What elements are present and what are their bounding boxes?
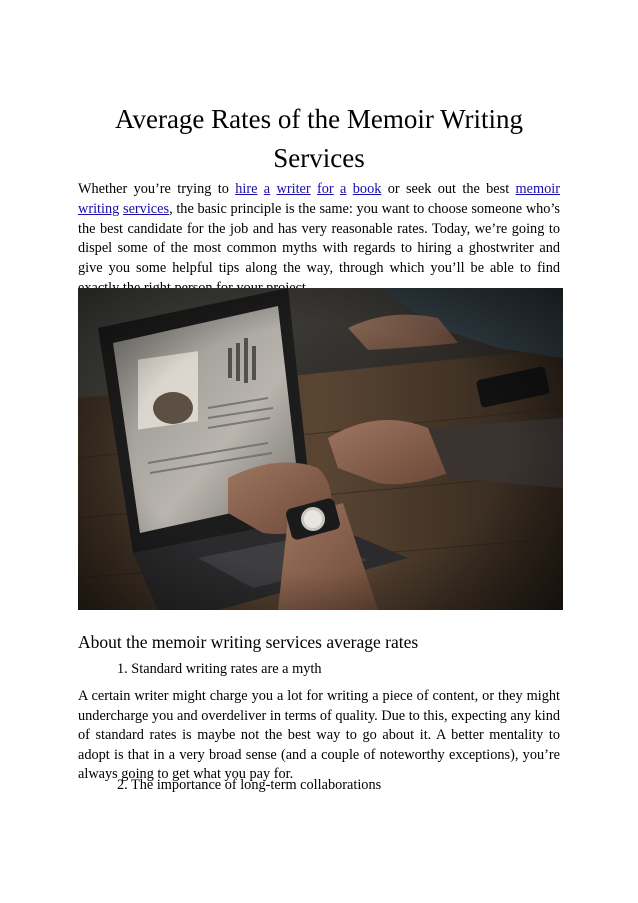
link-a[interactable]: a <box>263 181 271 197</box>
laptop-photo-illustration <box>78 288 563 610</box>
intro-text-end: , the basic principle is the same: you want to choose someone who’s the best candidate for the job and has very reasonable rates. Today, we’re going to dispel some of the most common myths with regards to hiring a ghostwriter and give you some helpful tips along the way, through which you’ll be able to find <box>78 200 560 277</box>
list-item: 2. The importance of long-term collaborations <box>117 777 382 793</box>
intro-text-start: Whether you’re trying to <box>78 181 236 197</box>
link-memoir[interactable]: memoir <box>515 181 561 197</box>
laptop-photo <box>78 288 563 610</box>
link-writer[interactable]: writer <box>276 181 311 197</box>
page-title: Average Rates of the Memoir Writing Services <box>114 104 524 173</box>
link-hire[interactable]: hire <box>235 181 258 197</box>
list-item: 1. Standard writing rates are a myth <box>117 661 322 677</box>
link-book[interactable]: book <box>352 181 382 197</box>
body-paragraph: A certain writer might charge you a lot for writing a piece of content, or they might undercharge you and overdeliver in terms of quality. Due to this, expecting any kind of standard rates is maybe not the best way to go about it. A better mentality to adopt is that in a very broad sense (and a couple of noteworthy exceptions), you’re always going to get what you pay for. <box>78 688 560 782</box>
section-heading: About the memoir writing services average rates <box>78 632 419 652</box>
link-writing[interactable]: writing <box>78 200 120 217</box>
intro-text-middle: or seek out the best <box>381 181 516 197</box>
link-a-2[interactable]: a <box>340 181 347 197</box>
link-services[interactable]: services <box>123 200 170 217</box>
link-for[interactable]: for <box>317 181 334 197</box>
intro-paragraph <box>78 180 560 299</box>
